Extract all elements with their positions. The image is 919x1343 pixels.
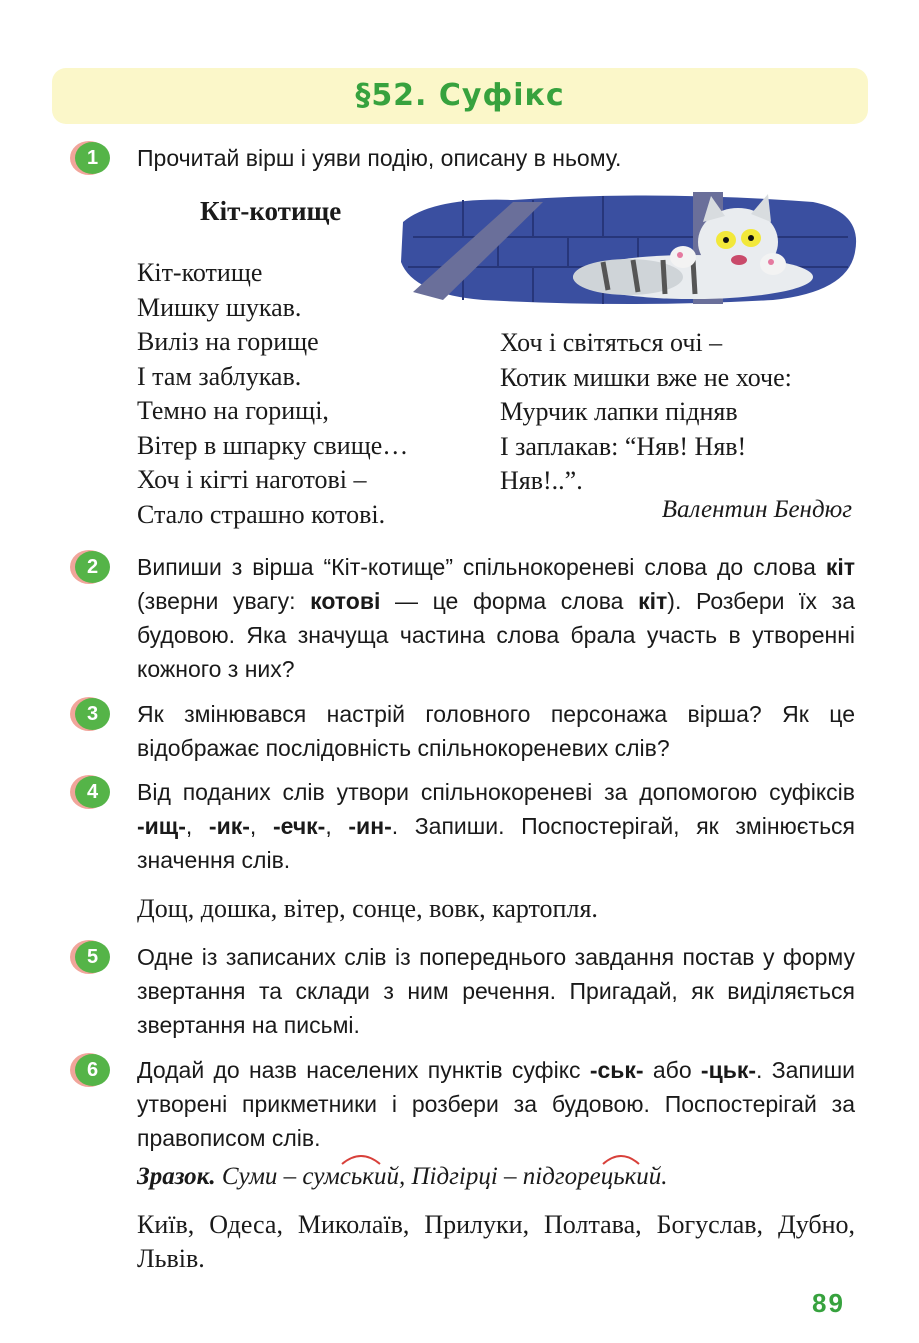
poem-line: Темно на горищі, (137, 396, 329, 425)
poem-line: Няв!..”. (500, 466, 583, 495)
suffix-mark: ськ (340, 1160, 374, 1194)
poem-line: Котик мишки вже не хоче: (500, 362, 792, 392)
task-6-sample: Зразок. Суми – сум ський, Підгірці – підгоре цький. (137, 1160, 855, 1194)
poem-right-column (500, 326, 792, 499)
task-3-text: Як змінювався настрій головного персонажа вірша? Як це відображає послідовність спільнокореневих слів? (137, 701, 855, 761)
task-6-text: Додай до назв населених пунктів суфікс -ськ- або -цьк-. Запиши утворені прикметники і розбери за будовою. Поспостерігай за правописом слів. (137, 1057, 855, 1151)
suffix-arc-icon (601, 1154, 641, 1164)
task-2-text: Випиши з вірша “Кіт-котище” спільнокореневі слова до слова кіт (зверни увагу: котові — це форма слова кіт). Розбери їх за будовою. Яка значуща частина слова брала участь в утворенні кожного з них? (137, 554, 855, 682)
cat-illustration (393, 182, 863, 312)
poem-line: Стало страшно котові. (137, 499, 386, 529)
task-1-text: Прочитай вірш і уяви подію, описану в ньому. (137, 145, 622, 171)
poem-line: І заплакав: “Няв! Няв! (500, 431, 747, 461)
poem-author: Валентин Бендюг (661, 496, 852, 523)
suffix-arc-icon (340, 1154, 382, 1164)
poem-line: Вітер в шпарку свище… (137, 430, 409, 460)
task-number-badge: 3 (70, 697, 114, 733)
task-number-badge: 6 (70, 1053, 114, 1089)
poem-line: Мишку шукав. (137, 292, 302, 322)
task-5-text: Одне із записаних слів із попереднього завдання постав у форму звертання та склади з ним речення. Пригадай, як виділяється звертання на письмі. (137, 944, 855, 1038)
title-band (52, 68, 868, 124)
poem-line: Хоч і світяться очі – (500, 328, 723, 357)
poem-line: Кіт-котище (137, 258, 263, 287)
task-number-badge: 1 (70, 141, 114, 177)
poem-left-column (137, 256, 408, 532)
poem-title: Кіт-котище (200, 196, 342, 226)
task-number-badge: 4 (70, 775, 114, 811)
task-number-badge: 5 (70, 940, 114, 976)
poem-line: Мурчик лапки підняв (500, 397, 738, 426)
poem-line: Хоч і кігті наготові – (137, 465, 367, 494)
poem-line: Виліз на горище (137, 327, 319, 356)
sample-label: Зразок. (137, 1163, 216, 1190)
page-title: §52. Суфікс (355, 78, 565, 113)
task-4-text: Від поданих слів утвори спільнокореневі за допомогою суфіксів -ищ-, -ик-, -ечк-, -ин-. Запиши. Поспостерігай, як змінюється значення слів. (137, 779, 856, 873)
task-6-words: Київ, Одеса, Миколаїв, Прилуки, Полтава, Богуслав, Дубно, Львів. (137, 1210, 855, 1273)
task-number-badge: 2 (70, 550, 114, 586)
page-number: 89 (812, 1288, 845, 1318)
poem-line: І там заблукав. (137, 361, 302, 391)
task-4-words: Дощ, дошка, вітер, сонце, вовк, картопля. (137, 894, 598, 923)
suffix-mark: цьк (601, 1160, 637, 1194)
